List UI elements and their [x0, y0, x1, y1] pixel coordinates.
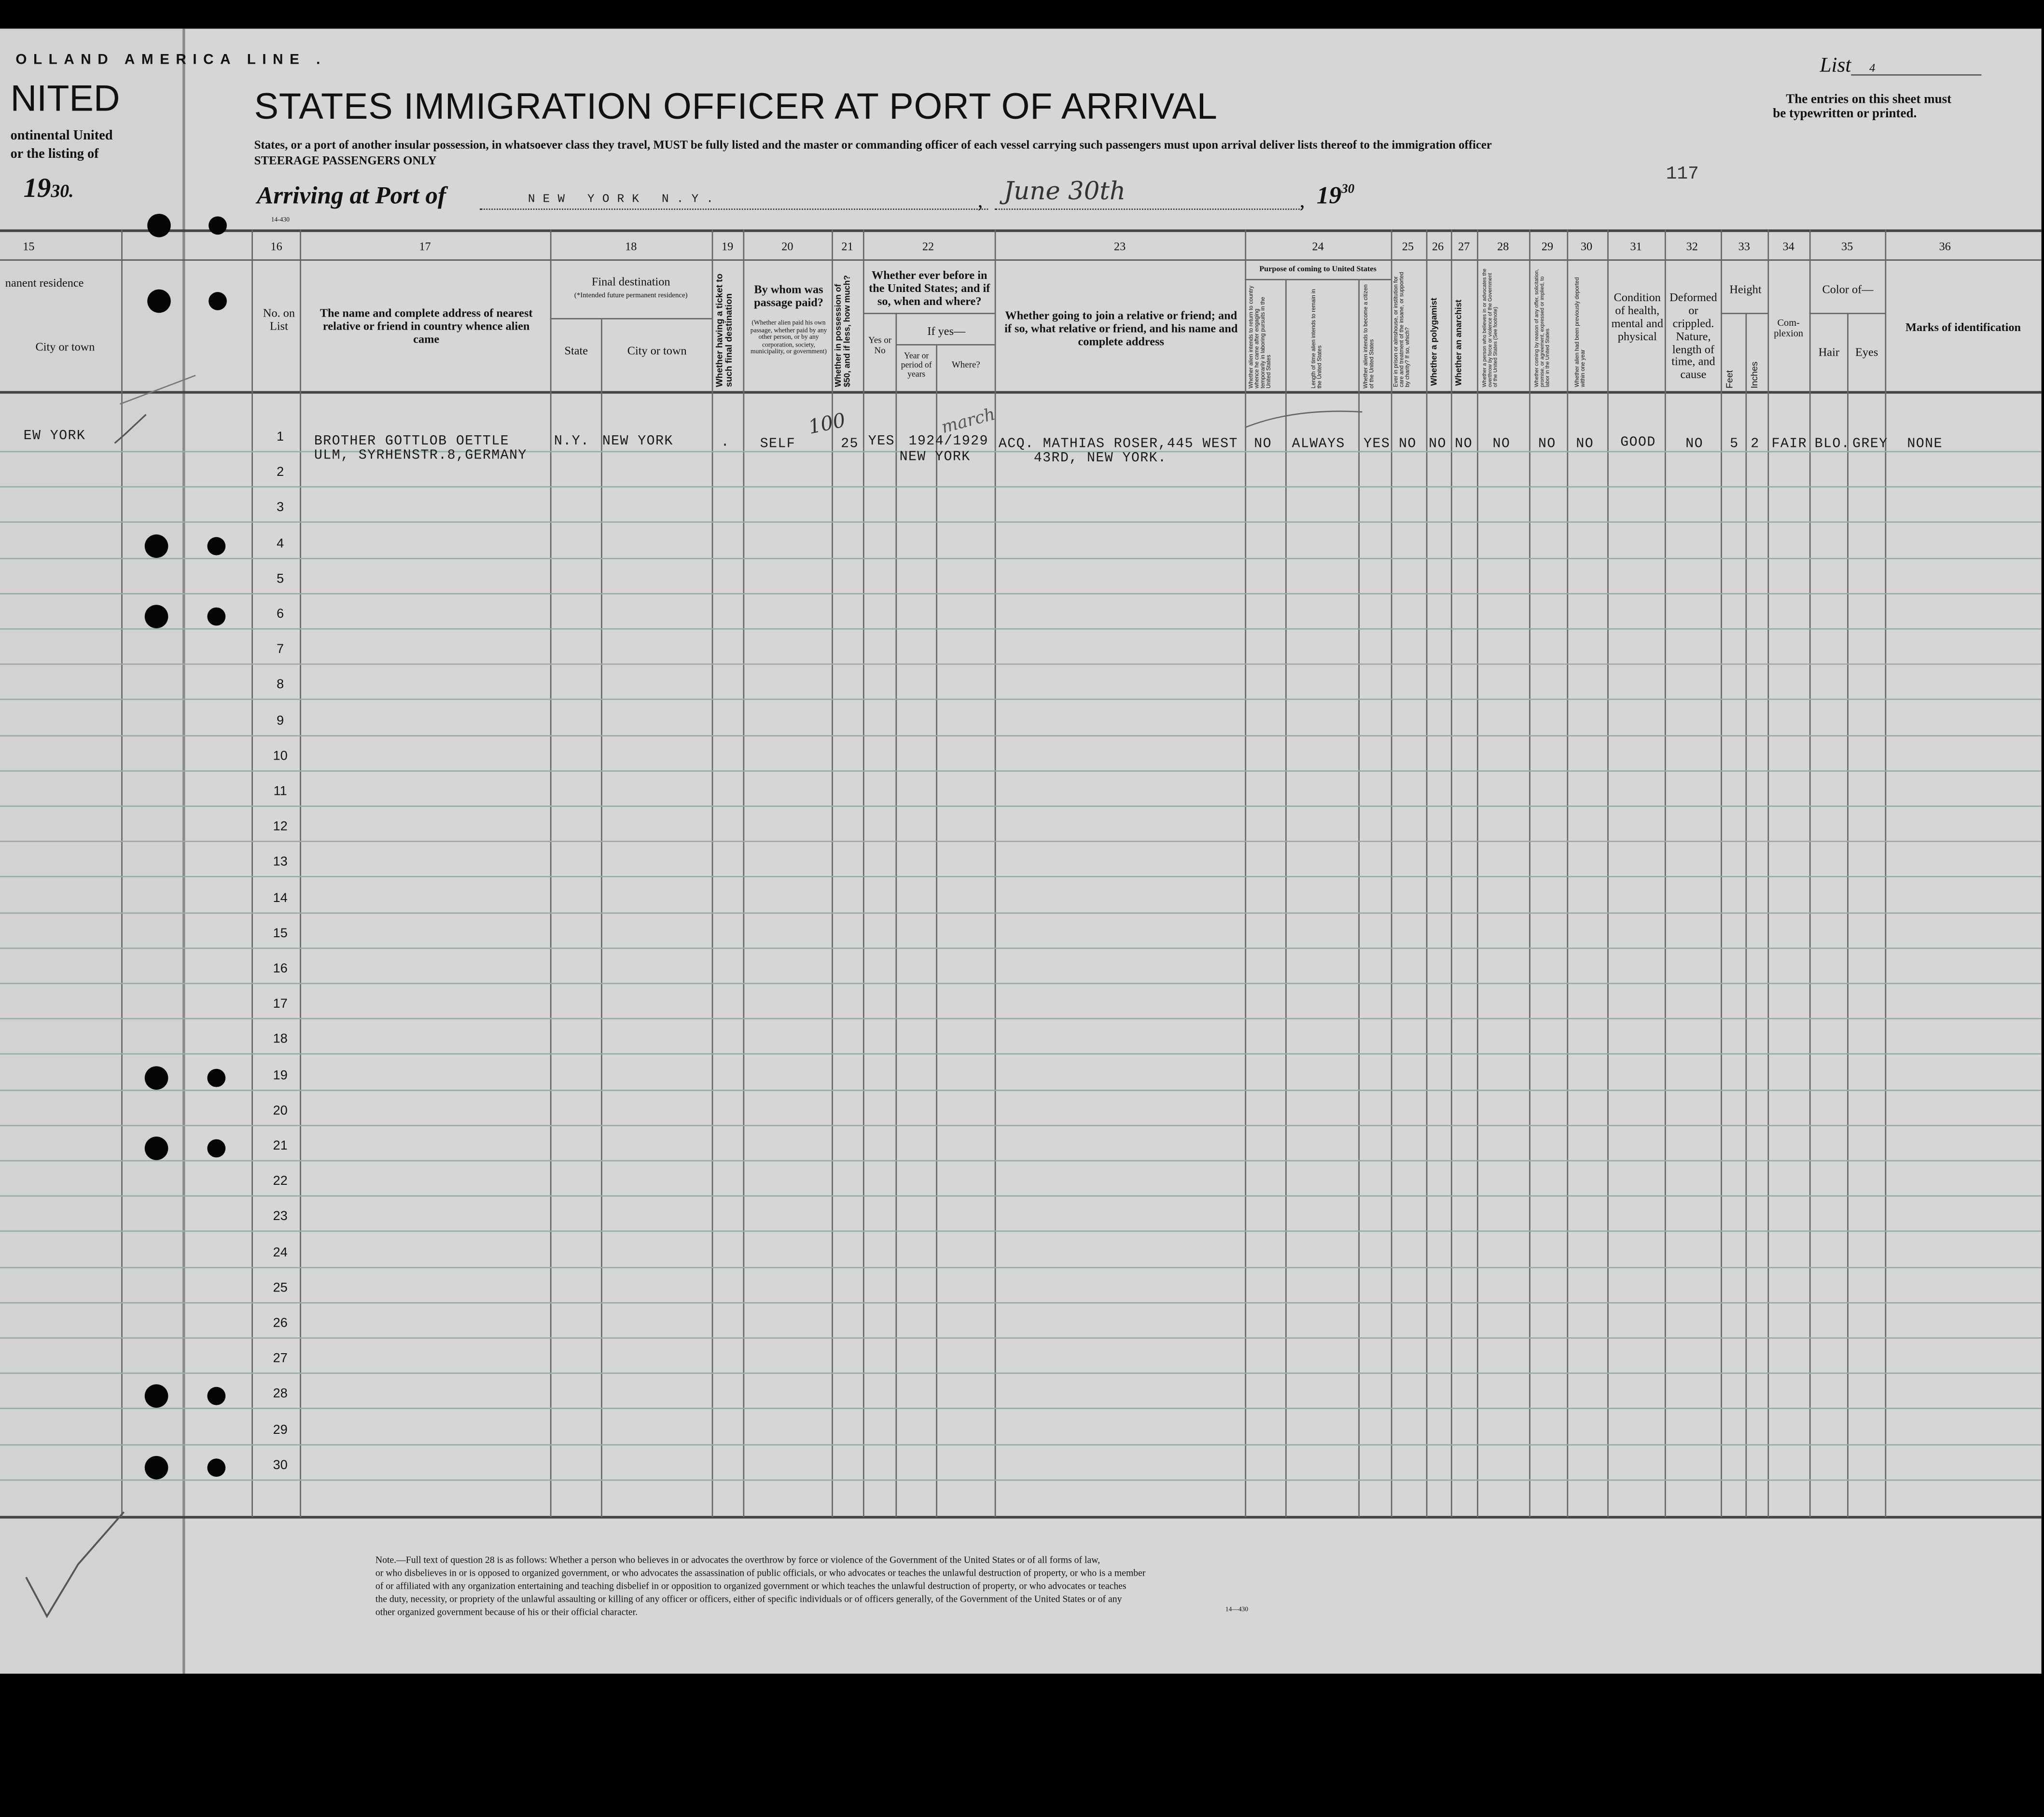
- row-number: 22: [273, 1175, 288, 1189]
- col-number: 34: [1782, 239, 1794, 253]
- footer-note-1: Note.—Full text of question 28 is as follows: Whether a person who believes in or advocates the overthrow by force or violence of the Government of the United States or of all forms of law,: [375, 1553, 1100, 1566]
- paid-heading: By whom was passage paid?: [754, 283, 823, 309]
- anarchist-heading: Whether an anarchist: [1455, 299, 1464, 386]
- row-number: 19: [273, 1068, 288, 1083]
- title-stub: NITED: [10, 78, 120, 119]
- complexion-value: FAIR: [1771, 436, 1808, 453]
- arriving-label: Arriving at Port of: [257, 182, 446, 210]
- row-number: 10: [273, 749, 288, 764]
- prison-heading: Ever in prison or almshouse, or institution for care and treatment of the insane, or supported by charity? If so, which?: [1392, 272, 1411, 388]
- row-number: 3: [277, 501, 284, 515]
- punch-hole: [147, 214, 171, 237]
- col-number: 22: [922, 239, 934, 253]
- row-number: 8: [277, 678, 284, 693]
- col-number: 23: [1113, 239, 1126, 253]
- citizen-value: YES: [1363, 436, 1390, 453]
- inches-value: 2: [1751, 436, 1760, 453]
- no-on-list-heading: No. on List: [263, 306, 295, 333]
- health-value: GOOD: [1620, 435, 1656, 451]
- row-number: 30: [273, 1458, 288, 1473]
- row-number: 5: [277, 572, 284, 586]
- page-number: 117: [1666, 164, 1699, 185]
- row-number: 21: [273, 1139, 288, 1154]
- final-dest-heading: Final destination: [591, 275, 670, 288]
- hair-value: BLO.: [1814, 436, 1850, 453]
- citizen-heading: Whether alien intends to become a citizen of the United States: [1362, 284, 1375, 388]
- ticket-value: .: [721, 435, 730, 451]
- footer-note-5: other organized government because of his or their official character.: [375, 1606, 638, 1618]
- complexion-heading: Com- plexion: [1774, 317, 1804, 339]
- money-value: 25: [841, 436, 859, 453]
- punch-hole: [209, 216, 227, 235]
- typewritten-note-1: The entries on this sheet must: [1786, 92, 1952, 107]
- row-number: 26: [273, 1316, 288, 1331]
- punch-hole: [147, 290, 171, 313]
- col-number: 30: [1580, 239, 1593, 253]
- marks-value: NONE: [1907, 436, 1943, 453]
- feet-value: 5: [1730, 436, 1739, 453]
- col-number: 35: [1841, 239, 1853, 253]
- row-number: 1: [277, 430, 284, 445]
- where-heading: Where?: [951, 360, 980, 371]
- arrival-date: June 30th: [1003, 177, 1126, 206]
- where-handwritten: march: [939, 405, 998, 438]
- col-number: 31: [1630, 239, 1642, 253]
- q28-value: NO: [1492, 436, 1511, 453]
- line-name: OLLAND AMERICA LINE .: [15, 52, 327, 68]
- col-number: 36: [1939, 239, 1951, 253]
- col-number: 25: [1402, 239, 1414, 253]
- page-title: STATES IMMIGRATION OFFICER AT PORT OF ARRIVAL: [254, 86, 1218, 126]
- row-number: 17: [273, 997, 288, 1012]
- before-heading: Whether ever before in the United States; and if so, when and where?: [869, 268, 990, 307]
- row-number: 12: [273, 820, 288, 835]
- col-number: 18: [625, 239, 637, 253]
- col-number: 27: [1458, 239, 1470, 253]
- city-value: NEW YORK: [602, 434, 673, 450]
- year-suffix: 30: [1341, 182, 1355, 197]
- steerage-label: STEERAGE PASSENGERS ONLY: [254, 153, 437, 167]
- prison-value: NO: [1399, 436, 1417, 453]
- money-handwritten: 100: [806, 408, 848, 439]
- row-number: 11: [273, 784, 287, 799]
- length-value: ALWAYS: [1292, 436, 1345, 453]
- left-year-suffix: 30.: [51, 182, 74, 202]
- left-city-value: EW YORK: [23, 429, 86, 445]
- row-number: 28: [273, 1387, 288, 1402]
- length-heading: Length of time alien intends to remain in the United States: [1310, 289, 1323, 388]
- final-dest-note: (*Intended future permanent residence): [574, 292, 688, 300]
- period-value: 1924/1929: [908, 434, 988, 450]
- col-number: 24: [1312, 239, 1324, 253]
- ticket-heading: Whether having a ticket to such final destination: [715, 273, 735, 388]
- list-number: 4: [1869, 61, 1876, 74]
- q30-heading: Whether alien had been previously deported within one year: [1573, 277, 1586, 388]
- marks-heading: Marks of identification: [1905, 320, 2021, 334]
- relative-line-2: ULM, SYRHENSTR.8,GERMANY: [314, 448, 527, 464]
- row-number: 15: [273, 926, 288, 941]
- punch-hole: [209, 292, 227, 310]
- row-number: 4: [277, 536, 284, 551]
- if-yes-heading: If yes—: [927, 324, 966, 338]
- state-heading: State: [564, 344, 588, 358]
- col-number: 20: [781, 239, 793, 253]
- row-number: 25: [273, 1281, 288, 1296]
- list-label-text: List: [1820, 55, 1851, 77]
- row-number: 9: [277, 713, 284, 728]
- form-code: 14-430: [271, 218, 290, 224]
- eyes-heading: Eyes: [1855, 345, 1878, 359]
- q29-value: NO: [1538, 436, 1556, 453]
- col-number: 33: [1738, 239, 1750, 253]
- hair-heading: Hair: [1818, 345, 1839, 359]
- paid-by-value: SELF: [760, 436, 796, 453]
- row-number: 14: [273, 891, 288, 906]
- health-heading: Condition of health, mental and physical: [1611, 291, 1664, 343]
- city-heading-left: City or town: [35, 340, 95, 353]
- col-number: 28: [1497, 239, 1509, 253]
- color-of-heading: Color of—: [1822, 283, 1874, 296]
- residence-heading: nanent residence: [5, 276, 84, 290]
- row-number: 24: [273, 1245, 288, 1260]
- row-number: 29: [273, 1423, 288, 1437]
- polygamist-value: NO: [1429, 436, 1446, 453]
- col-number: 21: [841, 239, 853, 253]
- col-number: 17: [419, 239, 431, 253]
- comma-2: ,: [1299, 190, 1305, 213]
- relative-line-1: BROTHER GOTTLOB OETTLE: [314, 434, 510, 450]
- anarchist-value: NO: [1455, 436, 1473, 453]
- join-line-2: 43RD, NEW YORK.: [1033, 451, 1167, 467]
- row-number: 6: [277, 607, 284, 622]
- left-year-prefix: 19: [23, 172, 51, 204]
- footer-code: 14—430: [1225, 1607, 1249, 1614]
- return-value: NO: [1254, 436, 1272, 453]
- row-number: 20: [273, 1104, 288, 1118]
- row-number: 13: [273, 855, 288, 870]
- period-heading: Year or period of years: [901, 352, 932, 380]
- col-number: 29: [1541, 239, 1554, 253]
- city-heading: City or town: [627, 344, 687, 358]
- yes-no-heading: Yes or No: [868, 335, 892, 356]
- eyes-value: GREY: [1852, 436, 1888, 453]
- comma-1: ,: [977, 190, 983, 213]
- deformed-value: NO: [1685, 436, 1704, 453]
- left-line-2: or the listing of: [10, 147, 99, 162]
- col-number: 19: [721, 239, 734, 253]
- row-number: 18: [273, 1033, 288, 1047]
- row-number: 2: [277, 465, 284, 480]
- q28-heading: Whether a person who believes in or advocates the overthrow by force or violence of the Government of the United States (See footnote): [1481, 268, 1499, 388]
- col-number: 15: [23, 239, 35, 253]
- feet-heading: Feet: [1725, 370, 1735, 388]
- join-heading: Whether going to join a relative or friend; and if so, what relative or friend, and his name and complete address: [1004, 309, 1238, 348]
- q30-value: NO: [1576, 436, 1594, 453]
- year-prefix: 19: [1316, 182, 1342, 210]
- height-heading: Height: [1729, 283, 1762, 296]
- typewritten-note-2: be typewritten or printed.: [1773, 107, 1917, 122]
- col-number: 32: [1686, 239, 1698, 253]
- col-number: 26: [1432, 239, 1444, 253]
- footer-note-4: the duty, necessity, or propriety of the unlawful assaulting or killing of any officer or officers, either of specific individuals or of officers generally, of the Government of the United States or of any: [375, 1593, 1122, 1605]
- join-line-1: ACQ. MATHIAS ROSER,445 WEST: [998, 436, 1238, 453]
- return-heading: Whether alien intends to return to country whence he came after engaging temporarily in laboring pursuits in the United States: [1247, 285, 1272, 388]
- q29-heading: Whether coming by reason of any offer, solicitation, promise, or agreement, expressed or implied, to labor in the United States: [1533, 269, 1551, 388]
- footer-note-2: or who disbelieves in or is opposed to organized government, or who advocates the assassination of public officials, or who advocates or teaches the unlawful destruction of property, or who is a member: [375, 1567, 1146, 1579]
- before-value: YES: [868, 434, 895, 450]
- row-number: 23: [273, 1210, 288, 1225]
- relative-heading: The name and complete address of nearest relative or friend in country whence alien came: [320, 306, 533, 346]
- footer-note-3: of or affiliated with any organization entertaining and teaching disbelief in or opposition to organized government or which teaches the unlawful destruction of property, or who advocates or teaches: [375, 1580, 1126, 1592]
- col-number: 16: [270, 239, 282, 253]
- polygamist-heading: Whether a polygamist: [1430, 298, 1439, 386]
- deformed-heading: Deformed or crippled. Nature, length of time, and cause: [1669, 291, 1717, 381]
- purpose-heading: Purpose of coming to United States: [1259, 265, 1377, 274]
- row-number: 16: [273, 962, 288, 976]
- left-line-1: ontinental United: [10, 129, 113, 144]
- where-value: NEW YORK: [899, 449, 971, 466]
- row-number: 7: [277, 643, 284, 657]
- money-heading: Whether in possession of $50, and if less, how much?: [834, 275, 852, 388]
- port-value: NEW YORK N.Y.: [528, 193, 722, 206]
- paid-note: (Whether alien paid his own passage, whether paid by any other person, or by any corporation, society, municipality, or government): [750, 320, 827, 356]
- inches-heading: Inches: [1751, 361, 1760, 388]
- instructions-line: States, or a port of another insular possession, in whatsoever class they travel, MUST be fully listed and the master or commanding officer of each vessel carrying such passengers must upon arrival deliver lists thereof to the immigration officer: [254, 138, 1492, 152]
- state-value: N.Y.: [554, 434, 590, 450]
- row-number: 27: [273, 1352, 288, 1367]
